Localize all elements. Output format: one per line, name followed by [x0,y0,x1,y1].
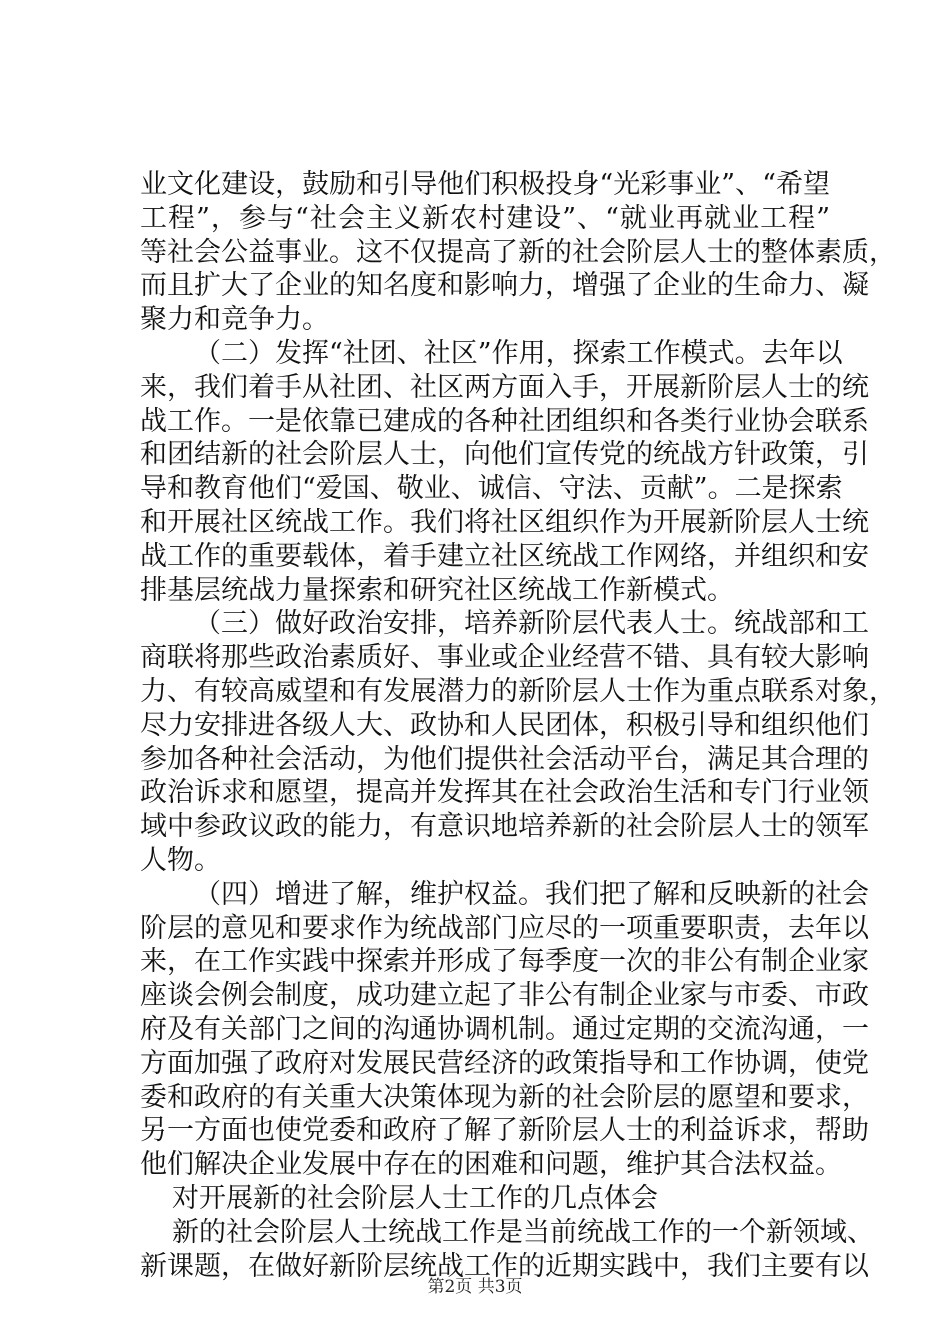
paragraph-heading-line: （二）发挥“社团、社区”作用，探索工作模式。去年以 [194,337,843,369]
paragraph-heading-line: （四）增进了解，维护权益。我们把了解和反映新的社会 [194,878,869,910]
text-line: 他们解决企业发展中存在的困难和问题，维护其合法权益。 [140,1149,842,1181]
text-line: 座谈会例会制度，成功建立起了非公有制企业家与市委、市政 [140,980,869,1012]
text-line: 和团结新的社会阶层人士，向他们宣传党的统战方针政策，引 [140,439,869,471]
text-line: 新课题，在做好新阶层统战工作的近期实践中，我们主要有以 [140,1250,869,1282]
text-line: 战工作。一是依靠已建成的各种社团组织和各类行业协会联系 [140,405,869,437]
text-line: 域中参政议政的能力，有意识地培养新的社会阶层人士的领军 [140,811,869,843]
document-body [140,168,896,1283]
text-line: 和开展社区统战工作。我们将社区组织作为开展新阶层人士统 [140,506,869,538]
text-line: 尽力安排进各级人大、政协和人民团体，积极引导和组织他们 [140,709,869,741]
text-line: 战工作的重要载体，着手建立社区统战工作网络，并组织和安 [140,540,869,572]
text-line: 方面加强了政府对发展民营经济的政策指导和工作协调，使党 [140,1047,869,1079]
text-line: 来，在工作实践中探索并形成了每季度一次的非公有制企业家 [140,946,869,978]
text-line: 力、有较高威望和有发展潜力的新阶层人士作为重点联系对象， [140,675,896,707]
text-line: 业文化建设，鼓励和引导他们积极投身“光彩事业”、“希望 [140,169,830,200]
text-line: 等社会公益事业。这不仅提高了新的社会阶层人士的整体素质， [140,236,896,268]
text-line: 政治诉求和愿望，提高并发挥其在社会政治生活和专门行业领 [140,777,869,809]
text-line: 导和教育他们“爱国、敬业、诚信、守法、贡献”。二是探索 [140,473,843,505]
text-line: 阶层的意见和要求作为统战部门应尽的一项重要职责，去年以 [140,912,869,944]
text-line: 来，我们着手从社团、社区两方面入手，开展新阶层人士的统 [140,371,869,403]
text-line: 人物。 [140,844,221,876]
paragraph-heading-line: （三）做好政治安排，培养新阶层代表人士。统战部和工 [194,608,869,640]
text-line: 排基层统战力量探索和研究社区统战工作新模式。 [140,574,734,606]
section-heading: 对开展新的社会阶层人士工作的几点体会 [172,1182,658,1214]
text-line: 而且扩大了企业的知名度和影响力，增强了企业的生命力、凝 [140,270,869,302]
text-line: 商联将那些政治素质好、事业或企业经营不错、具有较大影响 [140,642,869,674]
text-line: 府及有关部门之间的沟通协调机制。通过定期的交流沟通，一 [140,1013,869,1045]
page-number-footer: 第2页 共3页 [427,1277,523,1297]
text-line: 参加各种社会活动，为他们提供社会活动平台，满足其合理的 [140,743,869,775]
text-line: 工程”，参与“社会主义新农村建设”、“就业再就业工程” [140,202,830,234]
text-line: 新的社会阶层人士统战工作是当前统战工作的一个新领域、 [172,1216,874,1248]
text-line: 委和政府的有关重大决策体现为新的社会阶层的愿望和要求， [140,1081,869,1113]
text-line: 另一方面也使党委和政府了解了新阶层人士的利益诉求，帮助 [140,1115,869,1147]
text-line: 聚力和竞争力。 [140,304,329,336]
